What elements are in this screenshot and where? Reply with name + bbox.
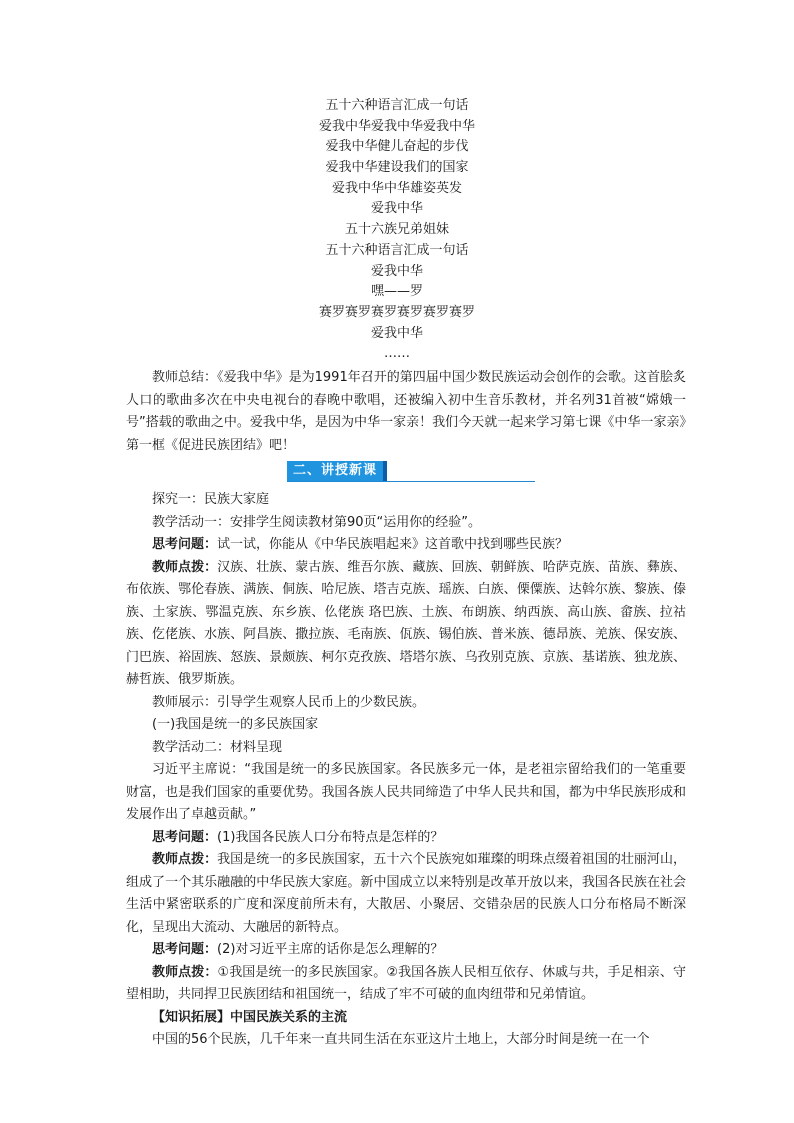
question-three (126, 939, 686, 962)
question-text: 试一试，你能从《中华民族唱起来》这首歌中找到哪些民族？ (217, 537, 569, 552)
lyric-line: 爱我中华中华雄姿英发 (331, 180, 462, 196)
question-two (126, 827, 686, 850)
summary-block (126, 367, 686, 457)
lyric-line: 赛罗赛罗赛罗赛罗赛罗赛罗 (318, 304, 475, 320)
knowledge-extension-text: 中国的56个民族，几千年来一直共同生活在东亚这片土地上，大部分时间是统一在一个 (152, 1032, 650, 1047)
lyric-line: 爱我中华爱我中华爱我中华 (318, 118, 475, 134)
guide-two (126, 849, 686, 939)
lyric-line: 嘿——罗 (370, 284, 423, 300)
activity-one: 教学活动一：安排学生阅读教材第90页“运用你的经验”。 (152, 514, 482, 530)
lyric-line: …… (384, 346, 410, 362)
guide-label: 教师点拨： (152, 559, 218, 575)
inquiry-heading: 探究一：民族大家庭 (152, 492, 270, 507)
guide-text: 汉族、壮族、蒙古族、维吾尔族、藏族、回族、朝鲜族、哈萨克族、苗族、彝族、布依族、鄂伦春族、满族、侗族、哈尼族、塔吉克族、瑶族、白族、傈僳族、达斡尔族、黎族、傣族、土家族、鄂温克族、东乡族、仫佬族 珞巴族、土族、布朗族、纳西族、高山族、畲族、拉祜族、仡佬族、水族、阿昌族、撒拉族、毛南族、佤族、锡伯族、普米族、德昂族、羌族、保安族、门巴族、裕固族、怒族、景颇族、柯尔克孜族、塔塔尔族、乌孜别克族、京族、基诺族、独龙族、赫哲族、俄罗斯族。 (126, 559, 686, 687)
question-text: (2)对习近平主席的话你是怎么理解的？ (217, 942, 444, 957)
section-title: 二、讲授新课 (287, 461, 387, 481)
activity-two: 教学活动二：材料呈现 (152, 739, 283, 755)
xi-quote: 习近平主席说：“我国是统一的多民族国家。各民族多元一体，是老祖宗留给我们的一笔重要财富，也是我们国家的重要优势。我国各族人民共同缔造了中华人民共和国，都为中华民族形成和发展作出了卓越贡献。” (126, 762, 686, 822)
lyric-line: 爱我中华建设我们的国家 (325, 160, 469, 176)
guide-one (126, 557, 686, 692)
guide-text: 我国是统一的多民族国家，五十六个民族宛如璀璨的明珠点缀着祖国的壮丽河山，组成了一个其乐融融的中华民族大家庭。新中国成立以来特别是改革开放以来，我国各民族在社会生活中紧密联系的广度和深度前所未有，大散居、小聚居、交错杂居的民族人口分布格局不断深化，呈现出大流动、大融居的新特点。 (126, 852, 686, 935)
teacher-summary: 教师总结：《爱我中华》是为1991年召开的第四届中国少数民族运动会创作的会歌。这首脍炙人口的歌曲多次在中央电视台的春晚中歌唱，还被编入初中生音乐教材，并名列31首被“嫦娥一号”搭载的歌曲之中。爱我中华，是因为中华一家亲！我们今天就一起来学习第七课《中华一家亲》第一框《促进民族团结》吧！ (126, 370, 686, 453)
question-one (126, 534, 686, 557)
lyric-line: 五十六种语言汇成一句话 (325, 98, 469, 113)
lyric-line: 五十六种语言汇成一句话 (325, 242, 469, 258)
knowledge-extension-heading: 【知识拓展】中国民族关系的主流 (152, 1009, 348, 1025)
lyric-line: 五十六族兄弟姐妹 (344, 222, 449, 238)
question-text: (1)我国各民族人口分布特点是怎样的？ (217, 829, 444, 845)
lyric-line: 爱我中华 (370, 201, 423, 217)
lyric-line: 爱我中华健儿奋起的步伐 (325, 139, 469, 155)
guide-three (126, 962, 686, 1007)
lyric-line: 爱我中华 (370, 263, 423, 279)
lyric-line: 爱我中华 (370, 325, 423, 341)
question-label: 思考问题： (152, 829, 218, 845)
subheading-one: (一)我国是统一的多民族国家 (152, 717, 319, 732)
question-label: 思考问题： (152, 942, 218, 957)
guide-label: 教师点拨： (152, 852, 218, 867)
guide-text: ①我国是统一的多民族国家。②我国各族人民相互依存、休戚与共，手足相亲、守望相助，共同捍卫民族团结和祖国统一，结成了牢不可破的血肉纽带和兄弟情谊。 (126, 964, 686, 1002)
question-label: 思考问题： (152, 537, 218, 552)
lesson-body (126, 489, 686, 1052)
teacher-show: 教师展示：引导学生观察人民币上的少数民族。 (152, 694, 426, 710)
guide-label: 教师点拨： (152, 964, 218, 980)
section-header (287, 461, 535, 482)
song-lyrics (0, 96, 794, 365)
